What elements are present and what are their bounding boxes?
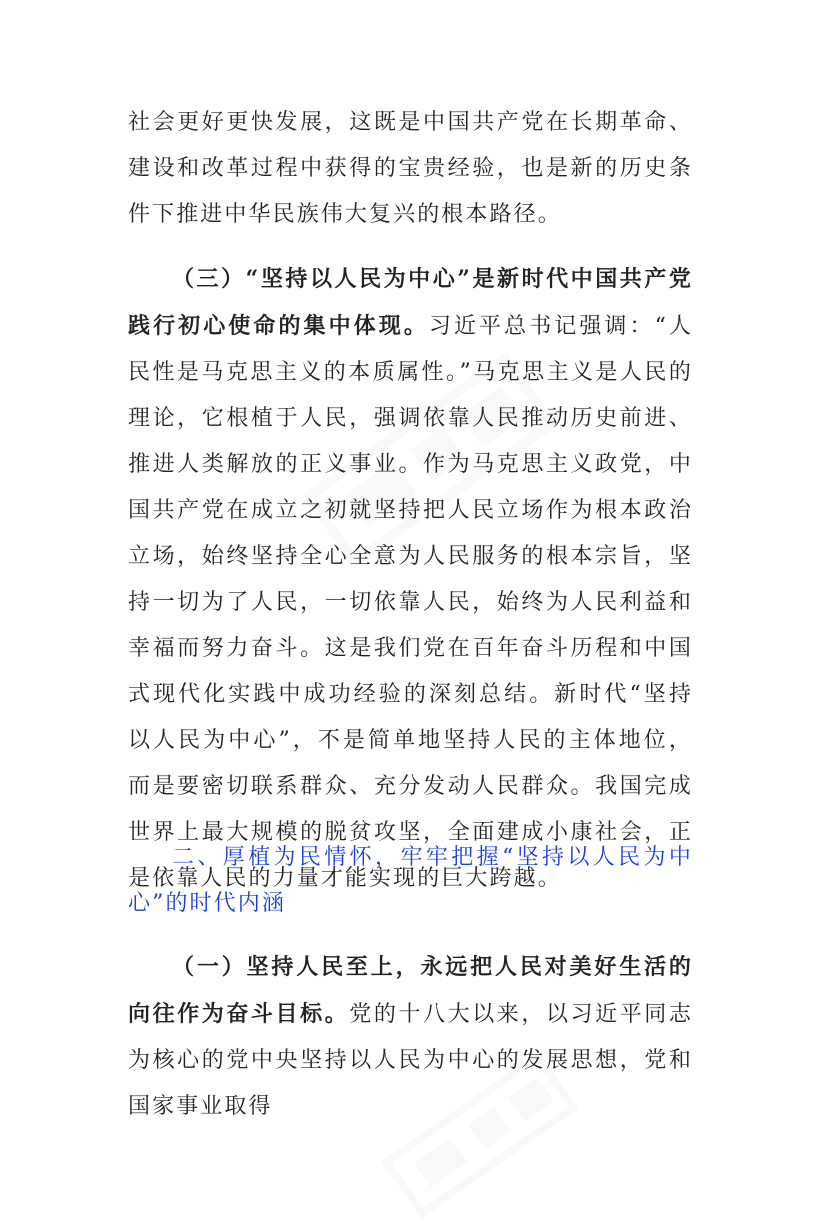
paragraph-heading: （三）“坚持以人民为中心”是新时代中国共产党践行初心使命的集中体现。 (128, 266, 693, 339)
body-paragraph (128, 944, 693, 1130)
paragraph-text: 习近平总书记强调：“人民性是马克思主义的本质属性。”马克思主义是人民的理论，它根植于人民，强调依靠人民推动历史前进、推进人类解放的正义事业。作为马克思主义政党，中国共产党在成立之初就坚持把人民立场作为根本政治立场，始终坚持全心全意为人民服务的根本宗旨，坚持一切为了人民，一切依靠人民，始终为人民利益和幸福而努力奋斗。这是我们党在百年奋斗历程和中国式现代化实践中成功经验的深刻总结。新时代“坚持以人民为中心”，不是简单地坚持人民的主体地位，而是要密切联系群众、充分发动人民群众。我国完成世界上最大规模的脱贫攻坚，全面建成小康社会，正是依靠人民的力量才能实现的巨大跨越。 (128, 314, 693, 891)
body-paragraph (128, 100, 693, 238)
paragraph-text: 党的十八大以来，以习近平同志为核心的党中央坚持以人民为中心的发展思想，党和国家事业取得 (128, 1002, 693, 1119)
paragraph-heading: （一）坚持人民至上，永远把人民对美好生活的向往作为奋斗目标。 (128, 954, 693, 1027)
paragraph-text: 社会更好更快发展，这既是中国共产党在长期革命、建设和改革过程中获得的宝贵经验，也是新的历史条件下推进中华民族伟大复兴的根本路径。 (128, 110, 693, 227)
body-paragraph (128, 256, 693, 902)
section-heading-text: 二、厚植为民情怀，牢牢把握“坚持以人民为中心”的时代内涵 (128, 845, 693, 916)
section-heading (128, 835, 693, 927)
